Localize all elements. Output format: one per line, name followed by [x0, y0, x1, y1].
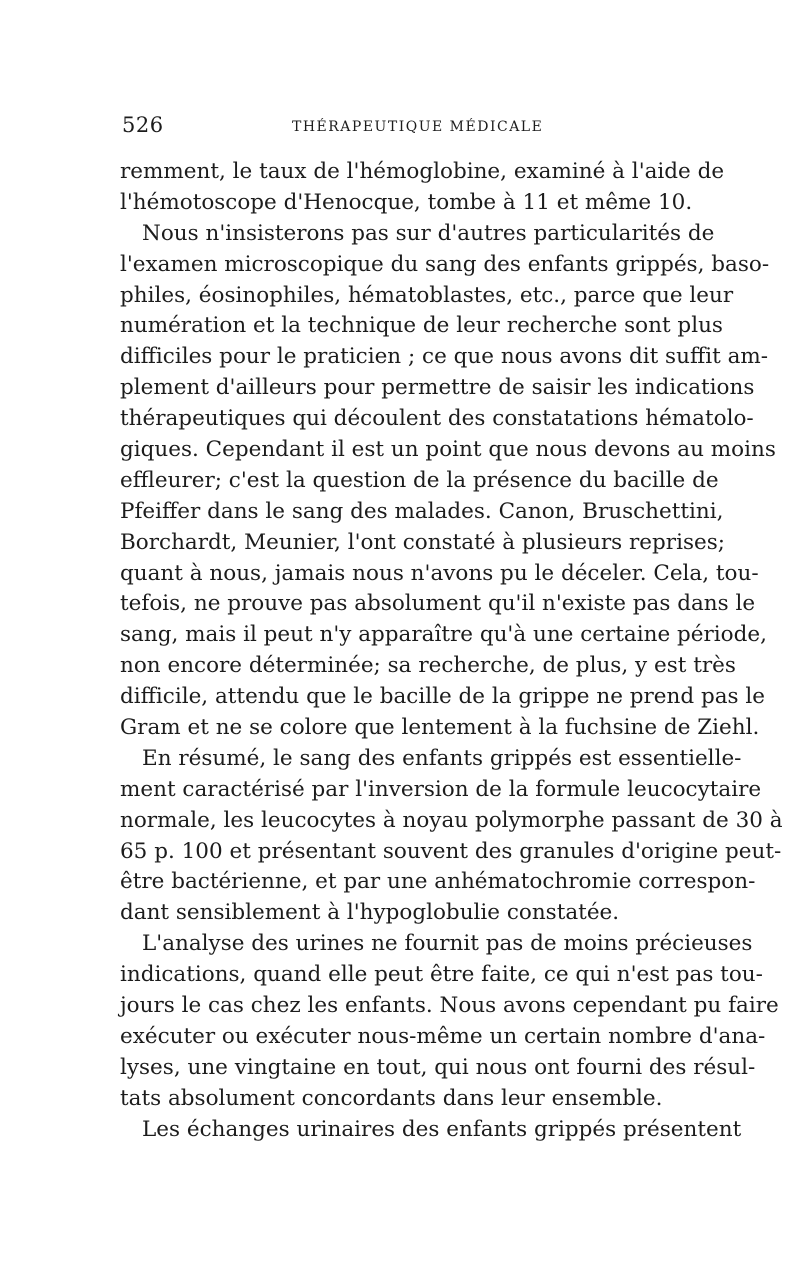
- text-line: plement d'ailleurs pour permettre de saisir les indications: [120, 375, 755, 401]
- text-line: Borchardt, Meunier, l'ont constaté à plusieurs reprises;: [120, 529, 725, 555]
- text-line: thérapeutiques qui découlent des constatations hématolo-: [120, 406, 754, 432]
- text-line: exécuter ou exécuter nous-même un certain nombre d'ana-: [120, 1023, 766, 1049]
- text-line: non encore déterminée; sa recherche, de plus, y est très: [120, 653, 736, 679]
- text-line: ment caractérisé par l'inversion de la formule leucocytaire: [120, 776, 762, 802]
- text-line: giques. Cependant il est un point que nous devons au moins: [120, 437, 776, 463]
- text-line: jours le cas chez les enfants. Nous avons cependant pu faire: [120, 993, 779, 1019]
- text-line: L'analyse des urines ne fournit pas de moins précieuses: [142, 931, 753, 957]
- text-line: tefois, ne prouve pas absolument qu'il n'existe pas dans le: [120, 591, 756, 617]
- text-line: indications, quand elle peut être faite, ce qui n'est pas tou-: [120, 962, 763, 988]
- text-line: l'examen microscopique du sang des enfants grippés, baso-: [120, 251, 770, 277]
- text-line: sang, mais il peut n'y apparaître qu'à une certaine période,: [120, 622, 767, 648]
- text-line: quant à nous, jamais nous n'avons pu le déceler. Cela, tou-: [120, 560, 759, 586]
- text-line: Gram et ne se colore que lentement à la fuchsine de Ziehl.: [120, 715, 760, 741]
- text-line: effleurer; c'est la question de la présence du bacille de: [120, 467, 719, 493]
- text-line: normale, les leucocytes à noyau polymorphe passant de 30 à: [120, 807, 783, 833]
- text-line: philes, éosinophiles, hématoblastes, etc., parce que leur: [120, 282, 734, 308]
- text-line: difficiles pour le praticien ; ce que nous avons dit suffit am-: [120, 344, 769, 370]
- text-line: Les échanges urinaires des enfants grippés présentent: [142, 1116, 742, 1142]
- text-line: l'hémotoscope d'Henocque, tombe à 11 et même 10.: [120, 189, 693, 215]
- running-title: THÉRAPEUTIQUE MÉDICALE: [292, 119, 544, 135]
- page-header: [122, 113, 682, 143]
- text-line: 65 p. 100 et présentant souvent des granules d'origine peut-: [120, 838, 782, 864]
- text-line: dant sensiblement à l'hypoglobulie constatée.: [120, 900, 620, 926]
- text-line: numération et la technique de leur recherche sont plus: [120, 313, 723, 339]
- page-number: 526: [122, 113, 164, 137]
- text-line: difficile, attendu que le bacille de la grippe ne prend pas le: [120, 684, 766, 710]
- text-line: En résumé, le sang des enfants grippés est essentielle-: [142, 745, 742, 771]
- text-line: être bactérienne, et par une anhématochromie correspon-: [120, 869, 756, 895]
- text-line: Nous n'insisterons pas sur d'autres particularités de: [142, 220, 715, 246]
- text-line: tats absolument concordants dans leur ensemble.: [120, 1085, 663, 1111]
- text-line: lyses, une vingtaine en tout, qui nous ont fourni des résul-: [120, 1054, 756, 1080]
- text-line: Pfeiffer dans le sang des malades. Canon, Bruschettini,: [120, 498, 724, 524]
- body-text: [120, 157, 783, 1146]
- text-line: remment, le taux de l'hémoglobine, examiné à l'aide de: [120, 159, 725, 184]
